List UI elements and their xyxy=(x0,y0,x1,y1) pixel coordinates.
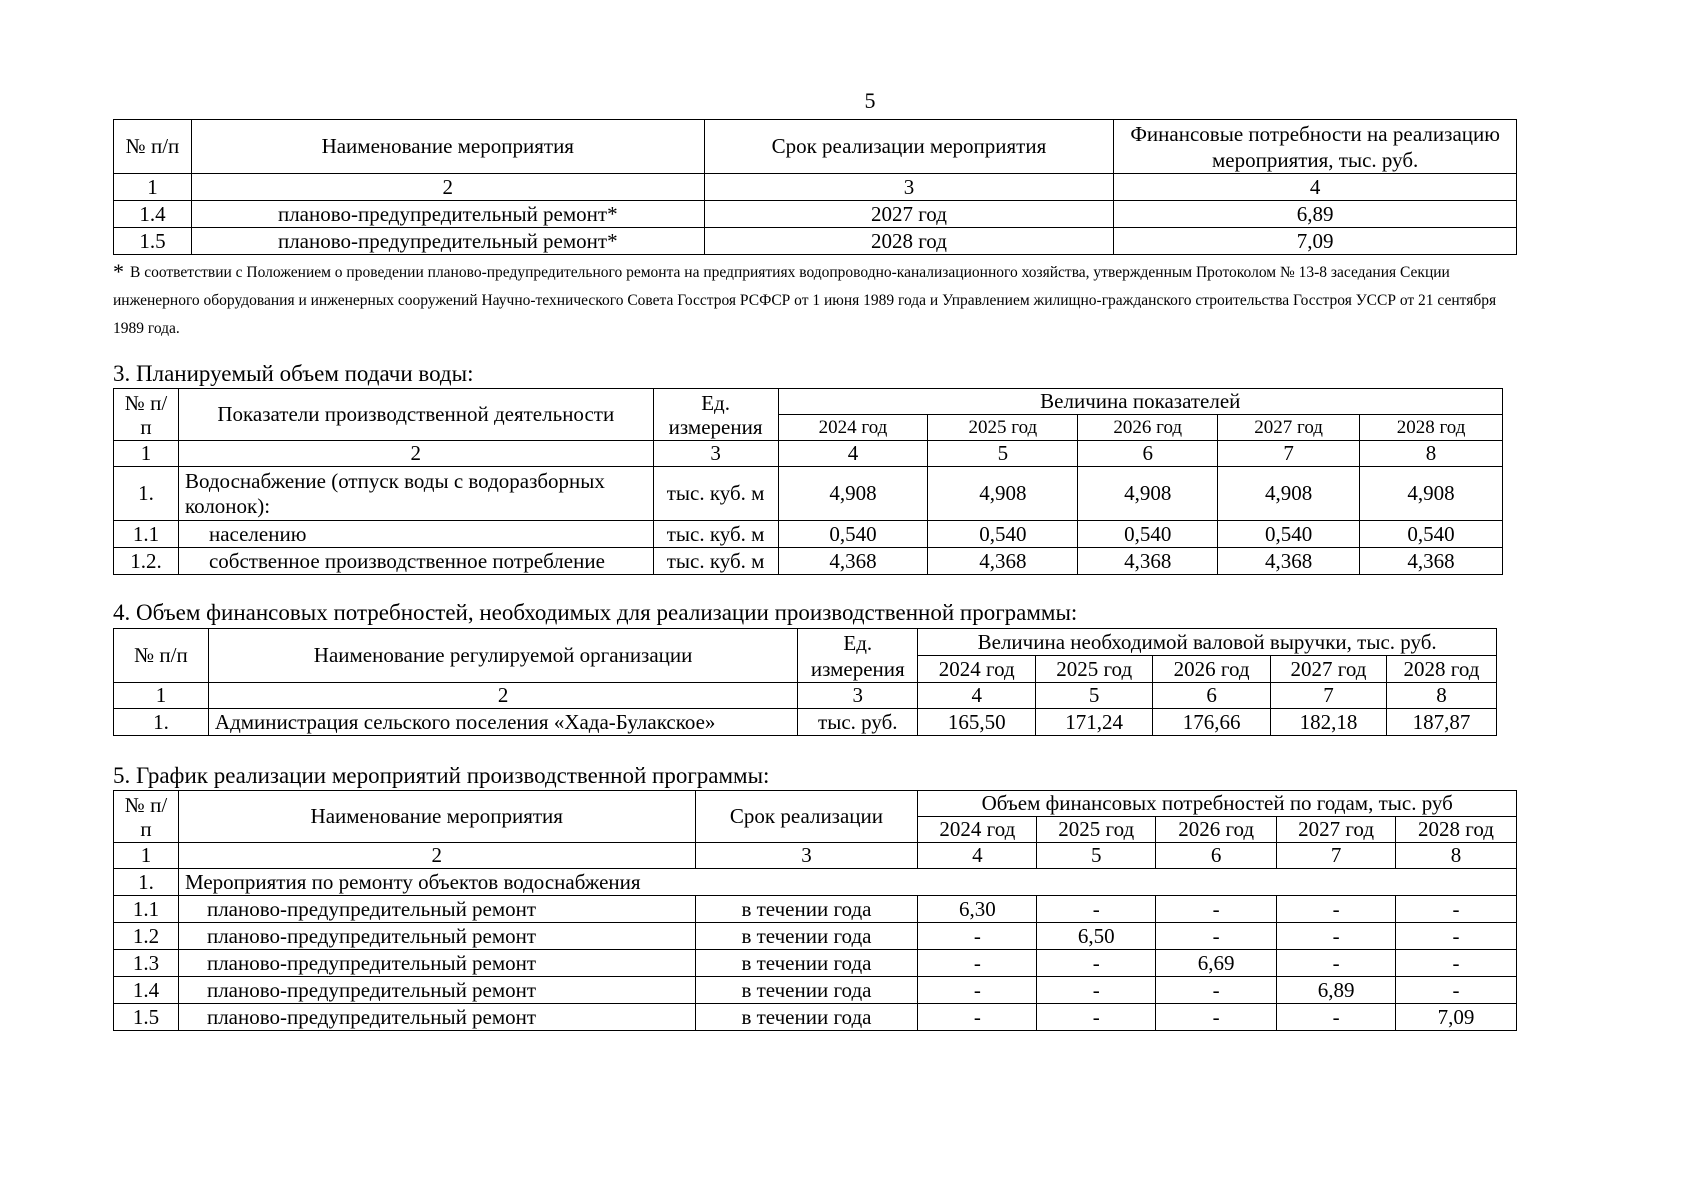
indicator-name: Водоснабжение (отпуск воды с водоразборных колонок): xyxy=(178,467,653,521)
table-row xyxy=(114,1004,1517,1031)
value: 6,50 xyxy=(1037,923,1156,950)
value: - xyxy=(1156,977,1277,1004)
year-header: 2026 год xyxy=(1153,656,1271,683)
col-number: 4 xyxy=(1114,174,1517,201)
value: 7,09 xyxy=(1396,1004,1517,1031)
col-number: 4 xyxy=(918,843,1037,869)
col-number: 8 xyxy=(1360,441,1503,467)
value: - xyxy=(1277,1004,1396,1031)
value: 0,540 xyxy=(1360,521,1503,548)
value: - xyxy=(1277,896,1396,923)
section-5-title: 5. График реализации мероприятий производственной программы: xyxy=(113,763,770,788)
value: 4,368 xyxy=(1360,548,1503,575)
value: - xyxy=(918,950,1037,977)
col-number: 2 xyxy=(191,174,704,201)
activity-name: планово-предупредительный ремонт xyxy=(178,977,695,1004)
activity-term: в течении года xyxy=(695,896,918,923)
section-3-title: 3. Планируемый объем подачи воды: xyxy=(113,361,474,386)
value: 176,66 xyxy=(1153,709,1271,736)
activity-term: в течении года xyxy=(695,1004,918,1031)
year-header: 2027 год xyxy=(1277,817,1396,843)
value: 0,540 xyxy=(778,521,928,548)
year-header: 2024 год xyxy=(918,817,1037,843)
table-row xyxy=(114,548,1503,575)
row-number: 1.1 xyxy=(114,896,179,923)
activity-name: планово-предупредительный ремонт* xyxy=(191,201,704,228)
header-unit: Ед. измерения xyxy=(653,389,778,441)
page-number: 5 xyxy=(864,88,876,113)
group-row xyxy=(114,869,1517,896)
table-header-row xyxy=(114,389,1503,415)
year-header: 2024 год xyxy=(918,656,1036,683)
value: - xyxy=(1396,923,1517,950)
value: 4,908 xyxy=(1218,467,1360,521)
numbering-row xyxy=(114,441,1503,467)
value: - xyxy=(1156,1004,1277,1031)
organization-name: Администрация сельского поселения «Хада-Булакское» xyxy=(208,709,797,736)
value: - xyxy=(1396,977,1517,1004)
table-row xyxy=(114,950,1517,977)
year-header: 2028 год xyxy=(1396,817,1517,843)
value: - xyxy=(1396,896,1517,923)
activity-name: планово-предупредительный ремонт xyxy=(178,950,695,977)
activity-term: 2027 год xyxy=(704,201,1114,228)
col-number: 6 xyxy=(1153,683,1271,709)
table-row xyxy=(114,201,1517,228)
unit: тыс. куб. м xyxy=(653,467,778,521)
col-number: 8 xyxy=(1396,843,1517,869)
unit: тыс. руб. xyxy=(798,709,918,736)
value: - xyxy=(1277,923,1396,950)
value: 4,908 xyxy=(778,467,928,521)
col-number: 8 xyxy=(1386,683,1496,709)
row-number: 1.4 xyxy=(114,977,179,1004)
activity-term: в течении года xyxy=(695,977,918,1004)
activity-cost: 6,89 xyxy=(1114,201,1517,228)
value: - xyxy=(1037,1004,1156,1031)
col-number: 3 xyxy=(704,174,1114,201)
value: 182,18 xyxy=(1271,709,1387,736)
activity-term: в течении года xyxy=(695,950,918,977)
row-number: 1. xyxy=(114,709,209,736)
value: 187,87 xyxy=(1386,709,1496,736)
col-number: 1 xyxy=(114,174,192,201)
row-number: 1.3 xyxy=(114,950,179,977)
activities-table xyxy=(113,119,1517,255)
unit: тыс. куб. м xyxy=(653,548,778,575)
col-number: 7 xyxy=(1218,441,1360,467)
col-number: 4 xyxy=(778,441,928,467)
value: 4,368 xyxy=(1078,548,1218,575)
value: - xyxy=(1277,950,1396,977)
schedule-table xyxy=(113,790,1517,1031)
value: 0,540 xyxy=(928,521,1078,548)
col-number: 2 xyxy=(178,843,695,869)
financial-needs-table xyxy=(113,628,1497,736)
activity-term: в течении года xyxy=(695,923,918,950)
header-indicator: Показатели производственной деятельности xyxy=(178,389,653,441)
year-header: 2028 год xyxy=(1386,656,1496,683)
col-number: 1 xyxy=(114,441,179,467)
activity-term: 2028 год xyxy=(704,228,1114,255)
year-header: 2026 год xyxy=(1078,415,1218,441)
header-finance: Финансовые потребности на реализацию мероприятия, тыс. руб. xyxy=(1114,120,1517,174)
col-number: 1 xyxy=(114,843,179,869)
table-header-row xyxy=(114,120,1517,174)
water-supply-table xyxy=(113,388,1503,575)
activity-name: планово-предупредительный ремонт* xyxy=(191,228,704,255)
year-header: 2025 год xyxy=(1037,817,1156,843)
col-number: 5 xyxy=(928,441,1078,467)
year-header: 2028 год xyxy=(1360,415,1503,441)
header-activity: Наименование мероприятия xyxy=(191,120,704,174)
col-number: 6 xyxy=(1156,843,1277,869)
unit: тыс. куб. м xyxy=(653,521,778,548)
value: - xyxy=(1156,896,1277,923)
value: - xyxy=(1156,923,1277,950)
value: 0,540 xyxy=(1078,521,1218,548)
col-number: 3 xyxy=(653,441,778,467)
value: 0,540 xyxy=(1218,521,1360,548)
table-header-row xyxy=(114,791,1517,817)
year-header: 2026 год xyxy=(1156,817,1277,843)
table-row xyxy=(114,977,1517,1004)
indicator-name: населению xyxy=(178,521,653,548)
value: - xyxy=(918,1004,1037,1031)
activity-cost: 7,09 xyxy=(1114,228,1517,255)
value: 6,69 xyxy=(1156,950,1277,977)
header-num: № п/п xyxy=(114,629,209,683)
table-row xyxy=(114,467,1503,521)
col-number: 5 xyxy=(1037,843,1156,869)
col-number: 4 xyxy=(918,683,1036,709)
table-row xyxy=(114,521,1503,548)
value: 4,368 xyxy=(928,548,1078,575)
footnote xyxy=(113,258,1513,343)
header-organization: Наименование регулируемой организации xyxy=(208,629,797,683)
row-number: 1.5 xyxy=(114,1004,179,1031)
table-row xyxy=(114,896,1517,923)
header-num: № п/п xyxy=(114,120,192,174)
header-unit: Ед. измерения xyxy=(798,629,918,683)
col-number: 5 xyxy=(1036,683,1153,709)
row-number: 1. xyxy=(114,869,179,896)
row-number: 1.1 xyxy=(114,521,179,548)
col-number: 7 xyxy=(1271,683,1387,709)
header-term: Срок реализации мероприятия xyxy=(704,120,1114,174)
year-header: 2025 год xyxy=(928,415,1078,441)
numbering-row xyxy=(114,843,1517,869)
year-header: 2025 год xyxy=(1036,656,1153,683)
table-row xyxy=(114,923,1517,950)
activity-name: планово-предупредительный ремонт xyxy=(178,1004,695,1031)
value: 6,89 xyxy=(1277,977,1396,1004)
footnote-text: В соответствии с Положением о проведении планово-предупредительного ремонта на предприятиях водопроводно-канализационного хозяйства, утвержденным Протоколом № 13-8 заседания Секции инженерного оборудования и инженерных сооружений Научно-технического Совета Госстроя РСФСР от 1 июня 1989 года и Управлением жилищно-гражданского строительства Госстроя УССР от 21 сентября 1989 года. xyxy=(113,264,1497,337)
value: 4,908 xyxy=(1078,467,1218,521)
group-title: Мероприятия по ремонту объектов водоснабжения xyxy=(178,869,1516,896)
header-term: Срок реализации xyxy=(695,791,918,843)
value: - xyxy=(1396,950,1517,977)
value: 4,908 xyxy=(928,467,1078,521)
row-number: 1.5 xyxy=(114,228,192,255)
value: - xyxy=(1037,896,1156,923)
numbering-row xyxy=(114,683,1497,709)
row-number: 1. xyxy=(114,467,179,521)
table-row xyxy=(114,709,1497,736)
col-number: 3 xyxy=(695,843,918,869)
row-number: 1.2. xyxy=(114,548,179,575)
activity-name: планово-предупредительный ремонт xyxy=(178,896,695,923)
value: 4,908 xyxy=(1360,467,1503,521)
value: 6,30 xyxy=(918,896,1037,923)
table-header-row xyxy=(114,629,1497,656)
year-header: 2027 год xyxy=(1271,656,1387,683)
value: - xyxy=(918,923,1037,950)
value: - xyxy=(1037,950,1156,977)
col-number: 7 xyxy=(1277,843,1396,869)
header-values-group: Объем финансовых потребностей по годам, тыс. руб xyxy=(918,791,1517,817)
indicator-name: собственное производственное потребление xyxy=(178,548,653,575)
activity-name: планово-предупредительный ремонт xyxy=(178,923,695,950)
col-number: 3 xyxy=(798,683,918,709)
value: 4,368 xyxy=(1218,548,1360,575)
header-num: № п/п xyxy=(114,791,179,843)
numbering-row xyxy=(114,174,1517,201)
header-num: № п/п xyxy=(114,389,179,441)
value: - xyxy=(1037,977,1156,1004)
table-row xyxy=(114,228,1517,255)
year-header: 2027 год xyxy=(1218,415,1360,441)
col-number: 2 xyxy=(178,441,653,467)
col-number: 1 xyxy=(114,683,209,709)
value: 165,50 xyxy=(918,709,1036,736)
header-activity: Наименование мероприятия xyxy=(178,791,695,843)
header-values-group: Величина необходимой валовой выручки, тыс. руб. xyxy=(918,629,1497,656)
row-number: 1.4 xyxy=(114,201,192,228)
value: 4,368 xyxy=(778,548,928,575)
footnote-marker: * xyxy=(113,259,124,284)
value: 171,24 xyxy=(1036,709,1153,736)
header-values-group: Величина показателей xyxy=(778,389,1502,415)
section-4-title: 4. Объем финансовых потребностей, необходимых для реализации производственной программы: xyxy=(113,600,1078,625)
year-header: 2024 год xyxy=(778,415,928,441)
value: - xyxy=(918,977,1037,1004)
col-number: 6 xyxy=(1078,441,1218,467)
row-number: 1.2 xyxy=(114,923,179,950)
col-number: 2 xyxy=(208,683,797,709)
